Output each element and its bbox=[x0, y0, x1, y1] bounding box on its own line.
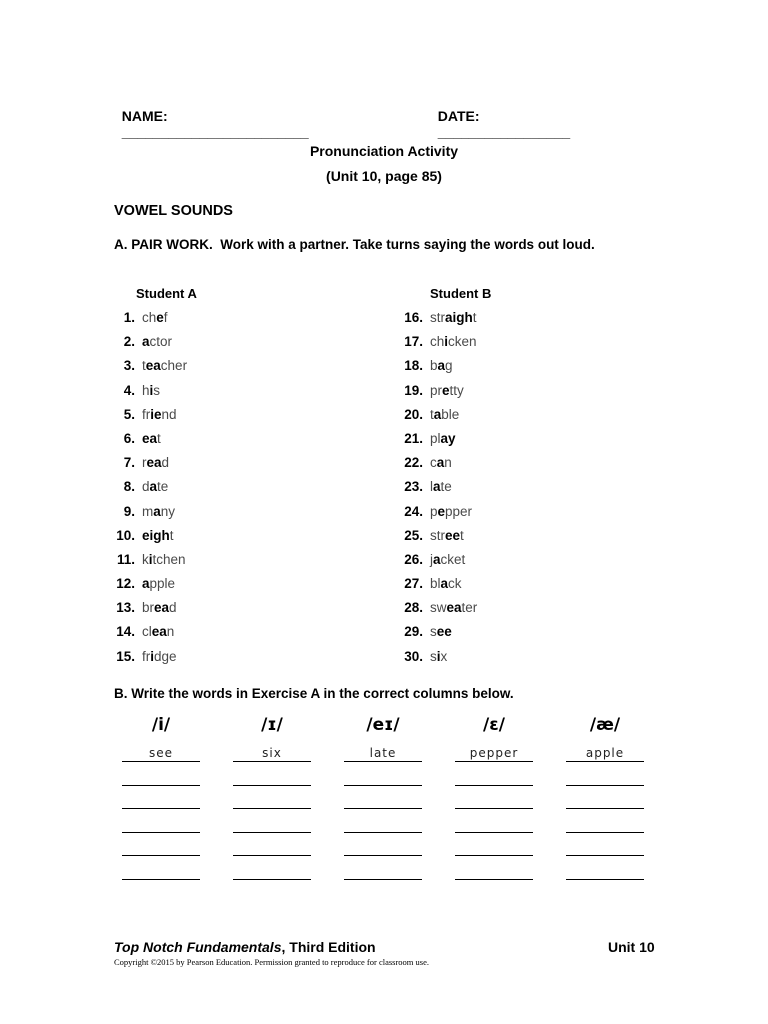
example-answer: six bbox=[262, 746, 282, 760]
word-number: 28. bbox=[404, 600, 423, 616]
answer-blank[interactable] bbox=[566, 833, 644, 857]
vowel-highlight: ee bbox=[436, 624, 452, 640]
word-item bbox=[114, 552, 187, 576]
answer-blank[interactable] bbox=[455, 742, 533, 762]
vowel-highlight: ay bbox=[440, 430, 456, 446]
vowel-highlight: e bbox=[156, 310, 164, 325]
word-text: bread bbox=[142, 600, 177, 616]
name-blank[interactable]: ________________________ bbox=[121, 124, 309, 140]
book-edition: , Third Edition bbox=[281, 939, 376, 955]
answer-blank[interactable] bbox=[122, 742, 200, 762]
word-text: his bbox=[142, 382, 161, 398]
word-number: 15. bbox=[116, 648, 135, 664]
word-text: date bbox=[142, 479, 169, 495]
answer-blank[interactable] bbox=[566, 742, 644, 762]
answer-blank[interactable] bbox=[455, 809, 533, 833]
word-number: 19. bbox=[404, 382, 423, 398]
word-text: table bbox=[430, 406, 460, 422]
name-field[interactable] bbox=[114, 92, 309, 140]
vowel-highlight: i bbox=[150, 648, 155, 664]
vowel-highlight: eigh bbox=[142, 527, 170, 543]
word-number: 4. bbox=[123, 382, 135, 398]
answer-blank[interactable] bbox=[233, 762, 311, 786]
word-number: 1. bbox=[123, 310, 135, 325]
word-number: 27. bbox=[404, 576, 423, 592]
word-number: 26. bbox=[404, 551, 423, 567]
copyright-notice: Copyright ©2015 by Pearson Education. Permission granted to reproduce for classroom use. bbox=[114, 957, 429, 967]
student-b-heading: Student B bbox=[430, 286, 492, 301]
footer-unit: Unit 10 bbox=[608, 939, 655, 955]
page-subtitle: (Unit 10, page 85) bbox=[326, 168, 442, 184]
word-item bbox=[402, 624, 477, 648]
word-text: kitchen bbox=[142, 551, 186, 567]
word-item bbox=[402, 431, 477, 455]
word-text: bag bbox=[430, 358, 453, 374]
word-text: street bbox=[430, 527, 464, 543]
word-text: can bbox=[430, 455, 452, 471]
student-a-word-list bbox=[114, 310, 187, 673]
word-text: black bbox=[430, 576, 462, 592]
word-text: late bbox=[430, 479, 452, 495]
answer-blank[interactable] bbox=[566, 786, 644, 810]
word-item bbox=[114, 334, 187, 358]
phonetic-symbol: /æ/ bbox=[589, 715, 621, 735]
word-item bbox=[402, 455, 477, 479]
student-a-heading: Student A bbox=[136, 286, 197, 301]
answer-blank[interactable] bbox=[122, 856, 200, 880]
answer-blank[interactable] bbox=[122, 786, 200, 810]
word-number: 22. bbox=[404, 455, 423, 471]
word-item bbox=[402, 528, 477, 552]
example-answer: late bbox=[369, 746, 397, 760]
answer-blank[interactable] bbox=[344, 809, 422, 833]
word-text: eight bbox=[142, 527, 174, 543]
word-number: 29. bbox=[404, 624, 423, 640]
word-item bbox=[114, 383, 187, 407]
word-number: 13. bbox=[116, 600, 135, 616]
answer-blank[interactable] bbox=[233, 809, 311, 833]
exercise-a-instruction: A. PAIR WORK. Work with a partner. Take turns saying the words out loud. bbox=[114, 237, 595, 252]
word-number: 30. bbox=[404, 648, 423, 664]
word-text: six bbox=[430, 648, 448, 664]
word-item bbox=[114, 649, 187, 673]
section-heading: VOWEL SOUNDS bbox=[114, 203, 233, 219]
word-number: 24. bbox=[404, 503, 423, 519]
word-text: teacher bbox=[142, 358, 188, 374]
word-item bbox=[114, 600, 187, 624]
vowel-highlight: ea bbox=[446, 600, 462, 616]
sound-columns bbox=[122, 712, 644, 880]
word-number: 8. bbox=[123, 479, 135, 495]
name-label: NAME: bbox=[121, 108, 168, 124]
word-text: play bbox=[430, 430, 456, 446]
vowel-highlight: ea bbox=[142, 430, 158, 446]
word-number: 11. bbox=[116, 551, 135, 567]
word-number: 17. bbox=[404, 334, 423, 350]
answer-blank[interactable] bbox=[566, 856, 644, 880]
vowel-highlight: i bbox=[436, 648, 441, 664]
phonetic-symbol: /ɪ/ bbox=[261, 715, 283, 735]
word-text: pepper bbox=[430, 503, 473, 519]
page-title: Pronunciation Activity bbox=[309, 143, 459, 159]
footer-book-title bbox=[114, 939, 376, 955]
phonetic-symbol: /eɪ/ bbox=[366, 715, 400, 735]
vowel-highlight: ea bbox=[151, 624, 167, 640]
book-title: Top Notch Fundamentals bbox=[114, 939, 282, 955]
vowel-highlight: aigh bbox=[445, 310, 473, 325]
vowel-highlight: i bbox=[149, 382, 154, 398]
word-item bbox=[402, 310, 477, 334]
answer-blank[interactable] bbox=[233, 856, 311, 880]
word-item bbox=[402, 358, 477, 382]
exercise-b-instruction: B. Write the words in Exercise A in the correct columns below. bbox=[114, 686, 514, 701]
word-number: 23. bbox=[404, 479, 423, 495]
sound-column bbox=[566, 712, 644, 880]
word-number: 9. bbox=[123, 503, 135, 519]
sound-column bbox=[233, 712, 311, 880]
word-number: 12. bbox=[116, 576, 135, 592]
vowel-highlight: a bbox=[436, 455, 445, 471]
vowel-highlight: a bbox=[142, 576, 150, 592]
vowel-highlight: a bbox=[153, 503, 161, 519]
word-number: 16. bbox=[404, 310, 423, 325]
word-text: straight bbox=[430, 310, 477, 325]
word-item bbox=[402, 383, 477, 407]
word-text: clean bbox=[142, 624, 175, 640]
answer-blank[interactable] bbox=[344, 856, 422, 880]
vowel-highlight: ie bbox=[150, 406, 162, 422]
word-number: 6. bbox=[123, 430, 135, 446]
answer-blank[interactable] bbox=[233, 742, 311, 762]
answer-blank[interactable] bbox=[344, 742, 422, 762]
answer-blank[interactable] bbox=[122, 762, 200, 786]
answer-blank[interactable] bbox=[344, 762, 422, 786]
word-number: 14. bbox=[116, 624, 135, 640]
vowel-highlight: i bbox=[148, 551, 153, 567]
word-item bbox=[114, 431, 187, 455]
vowel-highlight: a bbox=[142, 334, 150, 350]
vowel-highlight: i bbox=[444, 334, 449, 350]
word-item bbox=[402, 479, 477, 503]
vowel-highlight: ea bbox=[154, 600, 170, 616]
word-number: 5. bbox=[123, 406, 135, 422]
word-item bbox=[114, 576, 187, 600]
word-number: 21. bbox=[404, 430, 423, 446]
word-text: fridge bbox=[142, 648, 177, 664]
answer-blank[interactable] bbox=[566, 762, 644, 786]
word-text: jacket bbox=[430, 551, 466, 567]
word-number: 3. bbox=[123, 358, 135, 374]
word-text: see bbox=[430, 624, 452, 640]
vowel-highlight: a bbox=[433, 406, 442, 422]
word-item bbox=[402, 552, 477, 576]
word-number: 10. bbox=[116, 527, 135, 543]
word-text: read bbox=[142, 455, 170, 471]
word-text: friend bbox=[142, 406, 177, 422]
word-number: 7. bbox=[123, 455, 135, 471]
word-item bbox=[114, 528, 187, 552]
word-text: many bbox=[142, 503, 176, 519]
vowel-highlight: ee bbox=[445, 527, 461, 543]
word-text: sweater bbox=[430, 600, 478, 616]
word-number: 18. bbox=[404, 358, 423, 374]
answer-blank[interactable] bbox=[566, 809, 644, 833]
answer-blank[interactable] bbox=[455, 856, 533, 880]
phonetic-symbol: /ɛ/ bbox=[483, 715, 505, 735]
word-item bbox=[402, 504, 477, 528]
word-item bbox=[114, 358, 187, 382]
answer-blank[interactable] bbox=[122, 833, 200, 857]
word-item bbox=[402, 576, 477, 600]
word-text: chef bbox=[142, 310, 168, 325]
word-number: 25. bbox=[404, 527, 423, 543]
word-item bbox=[114, 624, 187, 648]
word-item bbox=[114, 479, 187, 503]
vowel-highlight: a bbox=[437, 358, 446, 374]
date-field[interactable] bbox=[430, 92, 570, 140]
sound-column bbox=[344, 712, 422, 880]
vowel-highlight: a bbox=[433, 551, 441, 567]
student-b-word-list bbox=[402, 310, 477, 673]
vowel-highlight: a bbox=[433, 479, 441, 495]
answer-blank[interactable] bbox=[455, 762, 533, 786]
answer-blank[interactable] bbox=[233, 786, 311, 810]
vowel-highlight: ea bbox=[146, 455, 162, 471]
vowel-highlight: e bbox=[442, 382, 450, 398]
word-item bbox=[402, 600, 477, 624]
vowel-highlight: ea bbox=[145, 358, 161, 374]
word-item bbox=[402, 334, 477, 358]
date-label: DATE: bbox=[437, 108, 480, 124]
answer-blank[interactable] bbox=[233, 833, 311, 857]
word-text: chicken bbox=[430, 334, 477, 350]
word-item bbox=[114, 407, 187, 431]
vowel-highlight: a bbox=[149, 479, 158, 495]
word-item bbox=[114, 504, 187, 528]
sound-column bbox=[122, 712, 200, 880]
word-text: eat bbox=[142, 430, 161, 446]
answer-blank[interactable] bbox=[122, 809, 200, 833]
word-number: 20. bbox=[404, 406, 423, 422]
answer-blank[interactable] bbox=[455, 786, 533, 810]
date-blank[interactable]: _________________ bbox=[437, 124, 571, 140]
word-text: pretty bbox=[430, 382, 464, 398]
word-item bbox=[114, 310, 187, 334]
answer-blank[interactable] bbox=[455, 833, 533, 857]
vowel-highlight: e bbox=[437, 503, 446, 519]
word-item bbox=[402, 649, 477, 673]
word-item bbox=[114, 455, 187, 479]
phonetic-symbol: /i/ bbox=[151, 715, 171, 735]
example-answer: pepper bbox=[469, 746, 519, 760]
answer-blank[interactable] bbox=[344, 786, 422, 810]
vowel-highlight: a bbox=[440, 576, 449, 592]
word-number: 2. bbox=[123, 334, 135, 350]
word-item bbox=[402, 407, 477, 431]
word-text: apple bbox=[142, 576, 176, 592]
sound-column bbox=[455, 712, 533, 880]
example-answer: see bbox=[148, 746, 174, 760]
word-text: actor bbox=[142, 334, 173, 350]
example-answer: apple bbox=[585, 746, 625, 760]
answer-blank[interactable] bbox=[344, 833, 422, 857]
